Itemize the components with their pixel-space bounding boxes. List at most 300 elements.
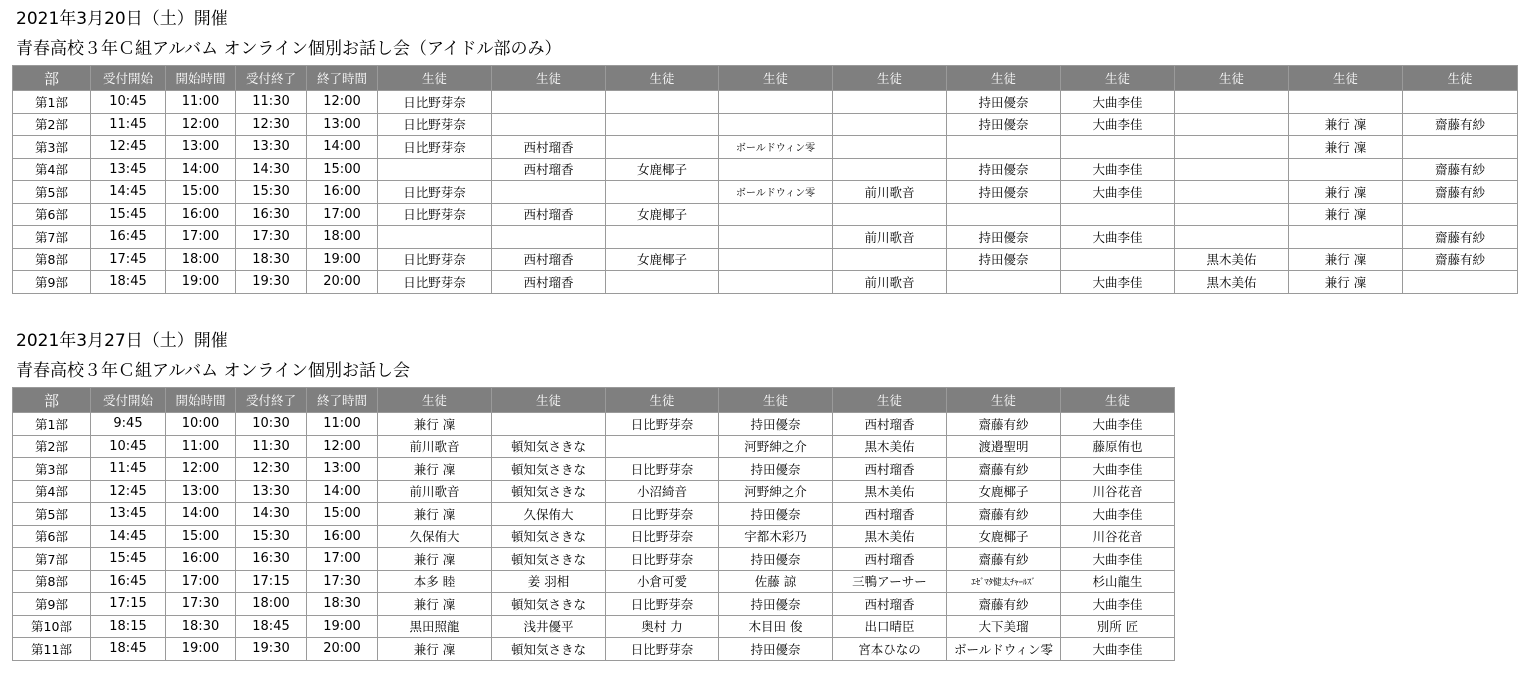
time-cell: 18:00 [307,226,378,249]
time-cell: 11:00 [166,435,236,458]
student-cell: 日比野芽奈 [606,548,719,571]
student-cell: 別所 匠 [1061,615,1175,638]
time-cell: 12:45 [91,480,166,503]
student-cell: 兼行 凜 [378,503,492,526]
part-cell: 第5部 [13,181,91,204]
header-student: 生徒 [492,388,606,413]
time-cell: 14:30 [236,503,307,526]
part-cell: 第7部 [13,548,91,571]
time-cell: 12:00 [307,91,378,114]
student-cell: 持田優奈 [719,458,833,481]
time-cell: 11:00 [307,413,378,436]
student-cell [947,203,1061,226]
header-time: 受付開始 [91,66,166,91]
student-cell [719,271,833,294]
part-cell: 第11部 [13,638,91,661]
time-cell: 18:45 [91,638,166,661]
student-cell: 頓知気さきな [492,638,606,661]
student-cell: 頓知気さきな [492,458,606,481]
student-cell: 西村瑠香 [492,158,606,181]
table-row [13,91,1518,114]
student-cell: 日比野芽奈 [378,136,492,159]
time-cell: 16:30 [236,548,307,571]
student-cell: 女鹿椰子 [606,158,719,181]
student-cell: 日比野芽奈 [606,638,719,661]
student-cell: 渡邉聖明 [947,435,1061,458]
time-cell: 16:00 [307,181,378,204]
time-cell: 19:30 [236,271,307,294]
time-cell: 16:00 [166,203,236,226]
header-student: 生徒 [378,388,492,413]
time-cell: 16:00 [307,525,378,548]
time-cell: 11:45 [91,458,166,481]
time-cell: 16:00 [166,548,236,571]
student-cell: 小沼綺音 [606,480,719,503]
time-cell: 17:30 [307,570,378,593]
table-row [13,413,1175,436]
student-cell: 持田優奈 [947,226,1061,249]
student-cell: 前川歌音 [833,271,947,294]
header-student: 生徒 [1403,66,1518,91]
student-cell: 西村瑠香 [492,271,606,294]
session-2-table [12,387,1175,661]
student-cell: 持田優奈 [947,181,1061,204]
student-cell: 持田優奈 [719,638,833,661]
student-cell [492,91,606,114]
part-cell: 第6部 [13,203,91,226]
student-cell: 川谷花音 [1061,525,1175,548]
time-cell: 10:00 [166,413,236,436]
time-cell: 14:00 [166,158,236,181]
student-cell: 持田優奈 [947,91,1061,114]
student-cell: 兼行 凜 [1289,203,1403,226]
student-cell: 兼行 凜 [378,593,492,616]
student-cell: 兼行 凜 [1289,271,1403,294]
table-row [13,525,1175,548]
session-1-table [12,65,1518,294]
time-cell: 18:45 [236,615,307,638]
time-cell: 15:00 [166,181,236,204]
header-student: 生徒 [606,388,719,413]
student-cell: 西村瑠香 [833,503,947,526]
time-cell: 10:45 [91,91,166,114]
student-cell: 出口晴臣 [833,615,947,638]
header-time: 終了時間 [307,388,378,413]
student-cell [833,248,947,271]
part-cell: 第1部 [13,91,91,114]
student-cell: 頓知気さきな [492,480,606,503]
student-cell: 杉山龍生 [1061,570,1175,593]
time-cell: 14:45 [91,181,166,204]
part-cell: 第2部 [13,435,91,458]
student-cell [719,113,833,136]
student-cell: 宇都木彩乃 [719,525,833,548]
header-part: 部 [13,388,91,413]
student-cell: 齋藤有紗 [1403,113,1518,136]
time-cell: 13:00 [166,136,236,159]
student-cell: 日比野芽奈 [378,203,492,226]
time-cell: 18:45 [91,271,166,294]
student-cell: 齋藤有紗 [1403,158,1518,181]
student-cell: 日比野芽奈 [378,248,492,271]
table-row [13,458,1175,481]
student-cell: 前川歌音 [378,480,492,503]
part-cell: 第2部 [13,113,91,136]
time-cell: 11:30 [236,91,307,114]
time-cell: 14:00 [307,480,378,503]
student-cell: 頓知気さきな [492,525,606,548]
header-part: 部 [13,66,91,91]
header-time: 受付終了 [236,388,307,413]
time-cell: 13:30 [236,480,307,503]
student-cell: 頓知気さきな [492,435,606,458]
header-student: 生徒 [378,66,492,91]
table-row [13,136,1518,159]
time-cell: 16:30 [236,203,307,226]
time-cell: 18:30 [236,248,307,271]
student-cell: 大曲李佳 [1061,458,1175,481]
student-cell: 西村瑠香 [833,548,947,571]
student-cell: 持田優奈 [719,413,833,436]
time-cell: 19:00 [166,638,236,661]
student-cell: 齋藤有紗 [1403,181,1518,204]
student-cell: 齋藤有紗 [1403,226,1518,249]
table-row [13,570,1175,593]
student-cell: 兼行 凜 [1289,136,1403,159]
time-cell: 15:30 [236,181,307,204]
student-cell: 日比野芽奈 [606,593,719,616]
student-cell [1289,226,1403,249]
time-cell: 15:30 [236,525,307,548]
student-cell: 大曲李佳 [1061,548,1175,571]
time-cell: 10:45 [91,435,166,458]
time-cell: 15:45 [91,548,166,571]
session-1-title: 青春高校３年Ｃ組アルバム オンライン個別お話し会（アイドル部のみ） [16,39,562,59]
student-cell: 日比野芽奈 [378,91,492,114]
time-cell: 18:15 [91,615,166,638]
student-cell: 黒木美佑 [833,435,947,458]
time-cell: 18:30 [166,615,236,638]
student-cell: 頓知気さきな [492,593,606,616]
time-cell: 13:45 [91,158,166,181]
time-cell: 10:30 [236,413,307,436]
student-cell: 姜 羽相 [492,570,606,593]
student-cell: 西村瑠香 [833,413,947,436]
header-student: 生徒 [833,388,947,413]
student-cell: 大曲李佳 [1061,181,1175,204]
time-cell: 20:00 [307,271,378,294]
student-cell [606,136,719,159]
time-cell: 13:00 [307,113,378,136]
time-cell: 12:00 [166,113,236,136]
table-row [13,271,1518,294]
student-cell: 兼行 凜 [1289,248,1403,271]
part-cell: 第4部 [13,158,91,181]
table-row [13,638,1175,661]
student-cell: 女鹿椰子 [606,203,719,226]
time-cell: 15:00 [307,503,378,526]
part-cell: 第10部 [13,615,91,638]
time-cell: 18:00 [236,593,307,616]
student-cell: 兼行 凜 [1289,181,1403,204]
student-cell: 西村瑠香 [492,248,606,271]
student-cell [606,435,719,458]
time-cell: 11:45 [91,113,166,136]
student-cell [1403,91,1518,114]
student-cell: 女鹿椰子 [947,480,1061,503]
student-cell: 藤原侑也 [1061,435,1175,458]
header-student: 生徒 [719,388,833,413]
header-student: 生徒 [1175,66,1289,91]
student-cell: 浅井優平 [492,615,606,638]
header-student: 生徒 [947,66,1061,91]
student-cell [606,113,719,136]
student-cell: 持田優奈 [719,548,833,571]
time-cell: 13:00 [307,458,378,481]
student-cell: 持田優奈 [947,113,1061,136]
student-cell: 持田優奈 [719,503,833,526]
part-cell: 第8部 [13,570,91,593]
student-cell: ｴｾﾞﾏﾀ健太ﾁｬｰﾙｽﾞ [947,570,1061,593]
part-cell: 第1部 [13,413,91,436]
time-cell: 16:45 [91,570,166,593]
time-cell: 15:45 [91,203,166,226]
time-cell: 17:30 [166,593,236,616]
student-cell [833,136,947,159]
student-cell: 大曲李佳 [1061,593,1175,616]
table-row [13,248,1518,271]
part-cell: 第8部 [13,248,91,271]
time-cell: 19:00 [166,271,236,294]
student-cell: 日比野芽奈 [378,271,492,294]
student-cell: 黒木美佑 [833,480,947,503]
student-cell [719,248,833,271]
student-cell [378,226,492,249]
student-cell: 西村瑠香 [492,136,606,159]
student-cell [1175,226,1289,249]
student-cell: 佐藤 諒 [719,570,833,593]
student-cell [492,181,606,204]
student-cell: 前川歌音 [833,226,947,249]
student-cell [947,136,1061,159]
table-row [13,503,1175,526]
student-cell [1175,203,1289,226]
header-time: 受付開始 [91,388,166,413]
student-cell [1175,91,1289,114]
student-cell: 黒田照龍 [378,615,492,638]
time-cell: 12:30 [236,458,307,481]
time-cell: 12:00 [166,458,236,481]
student-cell [719,203,833,226]
student-cell: 齋藤有紗 [947,503,1061,526]
part-cell: 第3部 [13,458,91,481]
time-cell: 15:00 [307,158,378,181]
student-cell: 女鹿椰子 [606,248,719,271]
student-cell: 黒木美佑 [1175,248,1289,271]
table-row [13,593,1175,616]
time-cell: 13:00 [166,480,236,503]
time-cell: 14:00 [307,136,378,159]
student-cell: 大曲李佳 [1061,113,1175,136]
header-row [13,66,1518,91]
student-cell: 久保侑大 [492,503,606,526]
time-cell: 11:30 [236,435,307,458]
student-cell: 大下美瑠 [947,615,1061,638]
header-student: 生徒 [606,66,719,91]
student-cell: 川谷花音 [1061,480,1175,503]
time-cell: 18:30 [307,593,378,616]
student-cell: 宮本ひなの [833,638,947,661]
student-cell: 齋藤有紗 [947,458,1061,481]
time-cell: 13:45 [91,503,166,526]
student-cell: ボールドウィン零 [719,136,833,159]
student-cell: 大曲李佳 [1061,226,1175,249]
student-cell: 持田優奈 [947,248,1061,271]
time-cell: 18:00 [166,248,236,271]
header-time: 終了時間 [307,66,378,91]
table-row [13,226,1518,249]
student-cell: 兼行 凜 [378,458,492,481]
student-cell: ボールドウィン零 [947,638,1061,661]
time-cell: 17:45 [91,248,166,271]
student-cell [492,226,606,249]
student-cell: 黒木美佑 [1175,271,1289,294]
student-cell: 前川歌音 [378,435,492,458]
part-cell: 第6部 [13,525,91,548]
session-1 [16,8,1518,294]
header-student: 生徒 [719,66,833,91]
student-cell: 齋藤有紗 [1403,248,1518,271]
student-cell: 西村瑠香 [833,458,947,481]
part-cell: 第9部 [13,593,91,616]
student-cell [719,91,833,114]
time-cell: 11:00 [166,91,236,114]
student-cell: 久保侑大 [378,525,492,548]
student-cell: 本多 睦 [378,570,492,593]
time-cell: 12:30 [236,113,307,136]
student-cell [1403,203,1518,226]
time-cell: 20:00 [307,638,378,661]
student-cell: 大曲李佳 [1061,413,1175,436]
student-cell: 小倉可愛 [606,570,719,593]
student-cell: 日比野芽奈 [378,181,492,204]
time-cell: 14:00 [166,503,236,526]
time-cell: 17:30 [236,226,307,249]
student-cell: 大曲李佳 [1061,91,1175,114]
student-cell [492,113,606,136]
student-cell: 持田優奈 [947,158,1061,181]
header-student: 生徒 [1061,388,1175,413]
student-cell [719,226,833,249]
table-row [13,158,1518,181]
student-cell: 日比野芽奈 [378,113,492,136]
time-cell: 12:45 [91,136,166,159]
student-cell: 河野紳之介 [719,480,833,503]
student-cell [833,91,947,114]
student-cell: 黒木美佑 [833,525,947,548]
student-cell: 日比野芽奈 [606,413,719,436]
student-cell: ボールドウィン零 [719,181,833,204]
time-cell: 19:30 [236,638,307,661]
student-cell [1175,181,1289,204]
student-cell [833,113,947,136]
header-time: 開始時間 [166,66,236,91]
session-2-title: 青春高校３年Ｃ組アルバム オンライン個別お話し会 [16,361,411,381]
student-cell: 女鹿椰子 [947,525,1061,548]
time-cell: 17:00 [166,570,236,593]
student-cell [606,271,719,294]
time-cell: 15:00 [166,525,236,548]
student-cell [492,413,606,436]
student-cell: 齋藤有紗 [947,593,1061,616]
student-cell [606,91,719,114]
time-cell: 17:00 [307,203,378,226]
time-cell: 17:00 [166,226,236,249]
time-cell: 17:15 [91,593,166,616]
session-1-date: 2021年3月20日（土）開催 [16,9,228,29]
student-cell [1403,136,1518,159]
student-cell [1061,248,1175,271]
student-cell [1061,136,1175,159]
student-cell: 河野紳之介 [719,435,833,458]
student-cell: 西村瑠香 [492,203,606,226]
part-cell: 第4部 [13,480,91,503]
part-cell: 第3部 [13,136,91,159]
student-cell: 齋藤有紗 [947,548,1061,571]
time-cell: 9:45 [91,413,166,436]
student-cell: 頓知気さきな [492,548,606,571]
table-row [13,615,1175,638]
header-student: 生徒 [1061,66,1175,91]
student-cell: 木目田 俊 [719,615,833,638]
time-cell: 14:45 [91,525,166,548]
part-cell: 第7部 [13,226,91,249]
table-row [13,435,1175,458]
header-student: 生徒 [947,388,1061,413]
header-student: 生徒 [492,66,606,91]
student-cell: 奥村 力 [606,615,719,638]
part-cell: 第9部 [13,271,91,294]
header-student: 生徒 [1289,66,1403,91]
student-cell [833,158,947,181]
student-cell: 前川歌音 [833,181,947,204]
student-cell: 日比野芽奈 [606,458,719,481]
time-cell: 19:00 [307,615,378,638]
part-cell: 第5部 [13,503,91,526]
student-cell [378,158,492,181]
time-cell: 19:00 [307,248,378,271]
student-cell: 大曲李佳 [1061,158,1175,181]
header-student: 生徒 [833,66,947,91]
header-time: 受付終了 [236,66,307,91]
student-cell [1403,271,1518,294]
student-cell [1175,158,1289,181]
time-cell: 12:00 [307,435,378,458]
table-row [13,203,1518,226]
student-cell [606,226,719,249]
student-cell [1175,113,1289,136]
student-cell: 大曲李佳 [1061,638,1175,661]
student-cell: 西村瑠香 [833,593,947,616]
time-cell: 17:00 [307,548,378,571]
time-cell: 13:30 [236,136,307,159]
session-2-date: 2021年3月27日（土）開催 [16,331,228,351]
student-cell: 大曲李佳 [1061,271,1175,294]
table-row [13,113,1518,136]
time-cell: 17:15 [236,570,307,593]
student-cell: 兼行 凜 [1289,113,1403,136]
time-cell: 16:45 [91,226,166,249]
